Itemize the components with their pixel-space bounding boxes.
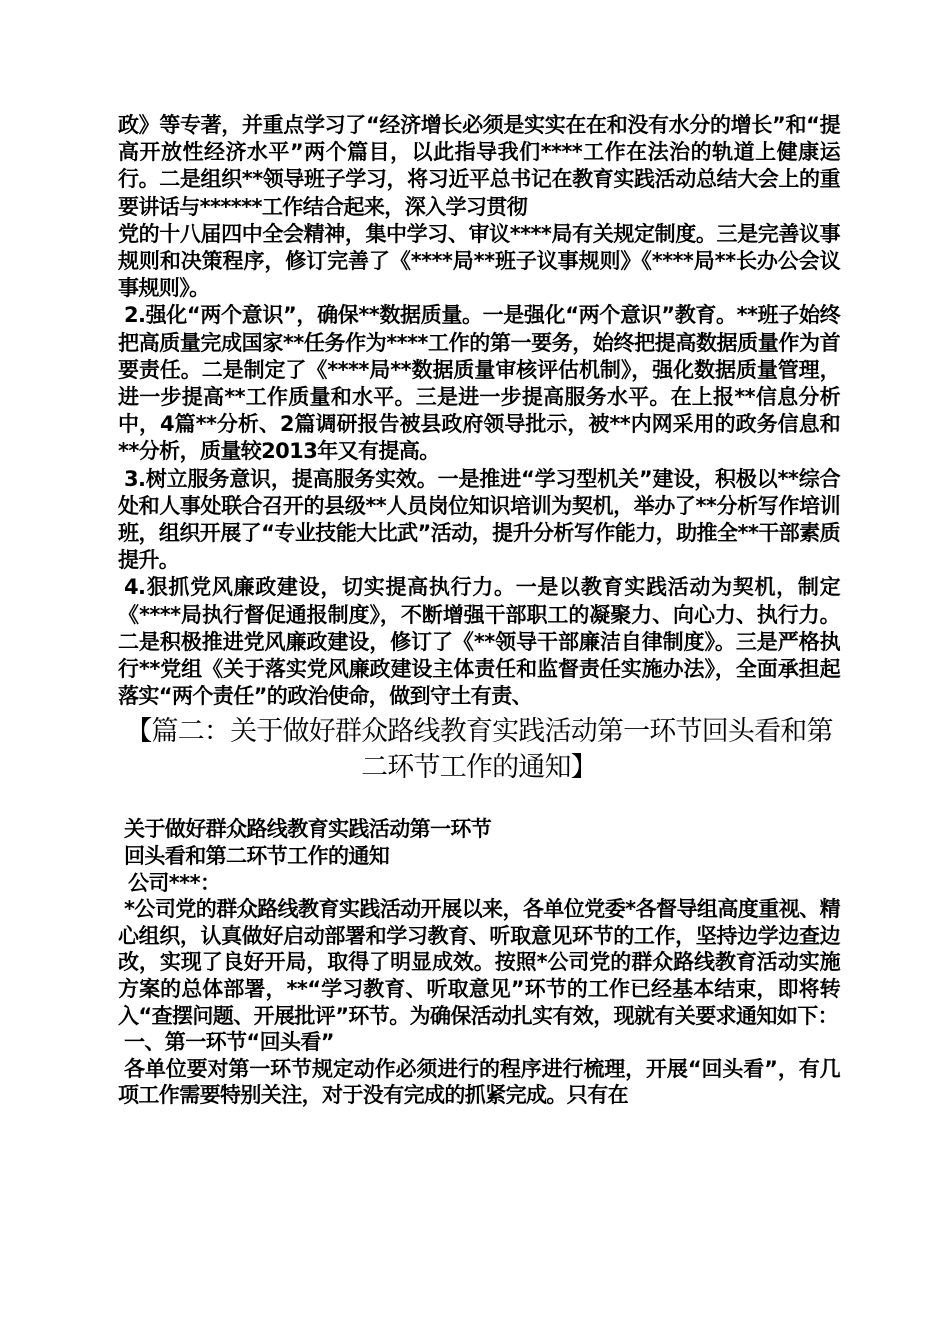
- document-page: [118, 112, 840, 1109]
- notice-title-line2: 回头看和第二环节工作的通知: [124, 844, 390, 869]
- notice-last-paragraph: 各单位要对第一环节规定动作必须进行的程序进行梳理，开展“回头看”，有几项工作需要特别关注，对于没有完成的抓紧完成。只有在: [118, 1056, 840, 1108]
- notice-subheading: 一、第一环节“回头看”: [124, 1030, 335, 1055]
- notice-block: [118, 816, 840, 1109]
- paragraph-rules: 党的十八届四中全会精神，集中学习、审议****局有关规定制度。三是完善议事规则和决策程序，修订完善了《****局**班子议事规则》《****局**长办公会议事规则》。: [118, 221, 840, 301]
- notice-title-line1: 关于做好群众路线教育实践活动第一环节: [124, 817, 492, 842]
- paragraph-study: 政》等专著，并重点学习了“经济增长必须是实实在在和没有水分的增长”和“提高开放性经济水平”两个篇目，以此指导我们****工作在法治的轨道上健康运行。二是组织**领导班子学习，将习近平总书记在教育实践活动总结大会上的重要讲话与******工作结合起来，深入学习贯彻: [118, 113, 840, 219]
- notice-addressee: 公司***：: [128, 870, 221, 895]
- notice-body: *公司党的群众路线教育实践活动开展以来，各单位党委*各督导组高度重视、精心组织，认真做好启动部署和学习教育、听取意见环节的工作，坚持边学边查边改，实现了良好开局，取得了明显成效。按照*公司党的群众路线教育活动实施方案的总体部署，**“学习教育、听取意见”环节的工作已经基本结束，即将转入“查摆问题、开展批评”环节。为确保活动扎实有效，现就有关要求通知如下：: [118, 897, 840, 1028]
- paragraph-item-3: 3.树立服务意识，提高服务实效。一是推进“学习型机关”建设，积极以**综合处和人事处联合召开的县级**人员岗位知识培训为契机，举办了**分析写作培训班，组织开展了“专业技能大比武”活动，提升分析写作能力，助推全**干部素质提升。: [118, 466, 840, 573]
- paragraph-item-2: 2.强化“两个意识”，确保**数据质量。一是强化“两个意识”教育。**班子始终把高质量完成国家**任务作为****工作的第一要务，始终把提高数据质量作为首要责任。二是制定了《****局**数据质量审核评估机制》，强化数据质量管理，进一步提高**工作质量和水平。三是进一步提高服务水平。在上报**信息分析中，4篇**分析、2篇调研报告被县政府领导批示，被**内网采用的政务信息和**分析，质量较2013年又有提高。: [118, 303, 840, 464]
- paragraph-item-4: 4.狠抓党风廉政建设，切实提高执行力。一是以教育实践活动为契机，制定《****局执行督促通报制度》，不断增强干部职工的凝聚力、向心力、执行力。二是积极推进党风廉政建设，修订了《**领导干部廉洁自律制度》。三是严格执行**党组《关于落实党风廉政建设主体责任和监督责任实施办法》，全面承担起落实“两个责任”的政治使命，做到守土有责、: [118, 575, 840, 709]
- section-heading: 【篇二：关于做好群众路线教育实践活动第一环节回头看和第二环节工作的通知】: [125, 716, 833, 784]
